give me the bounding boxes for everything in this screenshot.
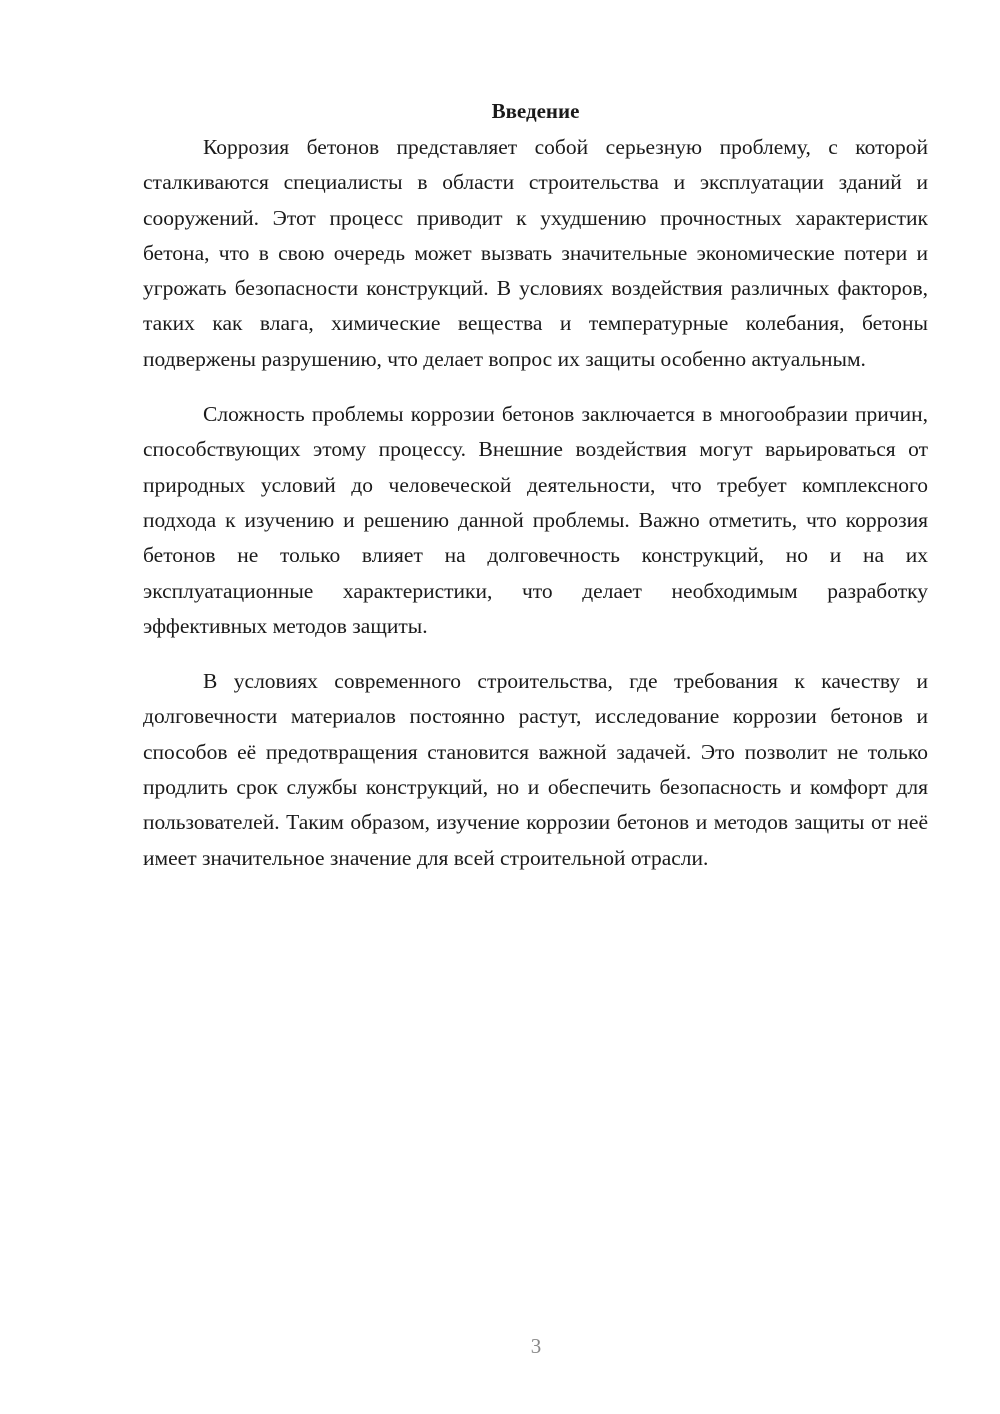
page-number: 3 [530, 1334, 542, 1358]
paragraph-1: Коррозия бетонов представляет собой серьезную проблему, с которой сталкиваются специалисты в области строительства и эксплуатации зданий и сооружений. Этот процесс приводит к ухудшению прочностных характеристик бетона, что в свою очередь может вызвать значительные экономические потери и угрожать безопасности конструкций. В условиях воздействия различных факторов, таких как влага, химические вещества и температурные колебания, бетоны подвержены разрушению, что делает вопрос их защиты особенно актуальным. [143, 135, 928, 371]
paragraph-2: Сложность проблемы коррозии бетонов заключается в многообразии причин, способствующих этому процессу. Внешние воздействия могут варьироваться от природных условий до человеческой деятельности, что требует комплексного подхода к изучению и решению данной проблемы. Важно отметить, что коррозия бетонов не только влияет на долговечность конструкций, но и на их эксплуатационные характеристики, что делает необходимым разработку эффективных методов защиты. [143, 402, 928, 638]
page-title: Введение [491, 99, 580, 123]
page-content [143, 94, 928, 896]
paragraph-3: В условиях современного строительства, где требования к качеству и долговечности материалов постоянно растут, исследование коррозии бетонов и способов её предотвращения становится важной задачей. Это позволит не только продлить срок службы конструкций, но и обеспечить безопасность и комфорт для пользователей. Таким образом, изучение коррозии бетонов и методов защиты от неё имеет значительное значение для всей строительной отрасли. [143, 669, 928, 870]
